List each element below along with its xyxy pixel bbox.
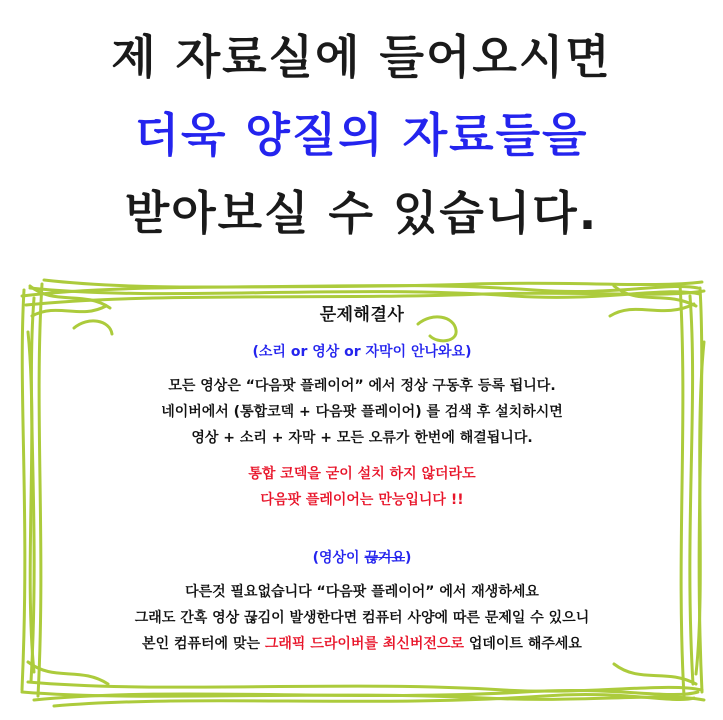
section1-line-1: 모든 영상은 “다음팟 플레이어” 에서 정상 구동후 등록 됩니다. <box>168 378 556 394</box>
spacer-2 <box>52 513 672 547</box>
section1-heading: (소리 or 영상 or 자막이 안나와요) <box>252 344 472 360</box>
headline-block <box>0 18 723 252</box>
section2-heading-suffix: ) <box>405 550 412 566</box>
section1-line-2: 네이버에서 (통합코덱 + 다음팟 플레이어) 를 검색 후 설치하시면 <box>161 404 563 420</box>
headline-line-3: 받아보실 수 있습니다. <box>124 186 599 240</box>
headline-line-2: 더욱 양질의 자료들을 <box>134 108 589 162</box>
spacer-1 <box>52 451 672 461</box>
section1-red-line-1: 통합 코덱을 굳이 설치 하지 않더라도 <box>248 466 476 482</box>
section2-last-suffix: 업데이트 해주세요 <box>468 636 582 652</box>
section2-line-1: 다른것 필요없습니다 “다음팟 플레이어” 에서 재생하세요 <box>185 584 539 600</box>
section2-last-red: 그래픽 드라이버를 최신버전 <box>264 636 437 652</box>
headline-line-1: 제 자료실에 들어오시면 <box>111 30 612 84</box>
section2-line-3 <box>52 631 672 657</box>
section2-heading <box>52 547 672 567</box>
note-body <box>52 300 672 657</box>
section2-last-prefix: 본인 컴퓨터에 맞는 <box>142 636 265 652</box>
note-title: 문제해결사 <box>319 305 405 325</box>
section1-line-3: 영상 + 소리 + 자막 + 모든 오류가 한번에 해결됩니다. <box>191 430 533 446</box>
section2-last-mid: 으로 <box>436 636 469 652</box>
section1-red-line-2: 다음팟 플레이어는 만능입니다 !! <box>260 492 464 508</box>
section2-heading-strike: 끊겨요 <box>364 550 406 566</box>
section2-line-2: 그래도 간혹 영상 끊김이 발생한다면 컴퓨터 사양에 따른 문제일 수 있으니 <box>134 610 590 626</box>
section2-heading-prefix: (영상이 <box>312 550 365 566</box>
